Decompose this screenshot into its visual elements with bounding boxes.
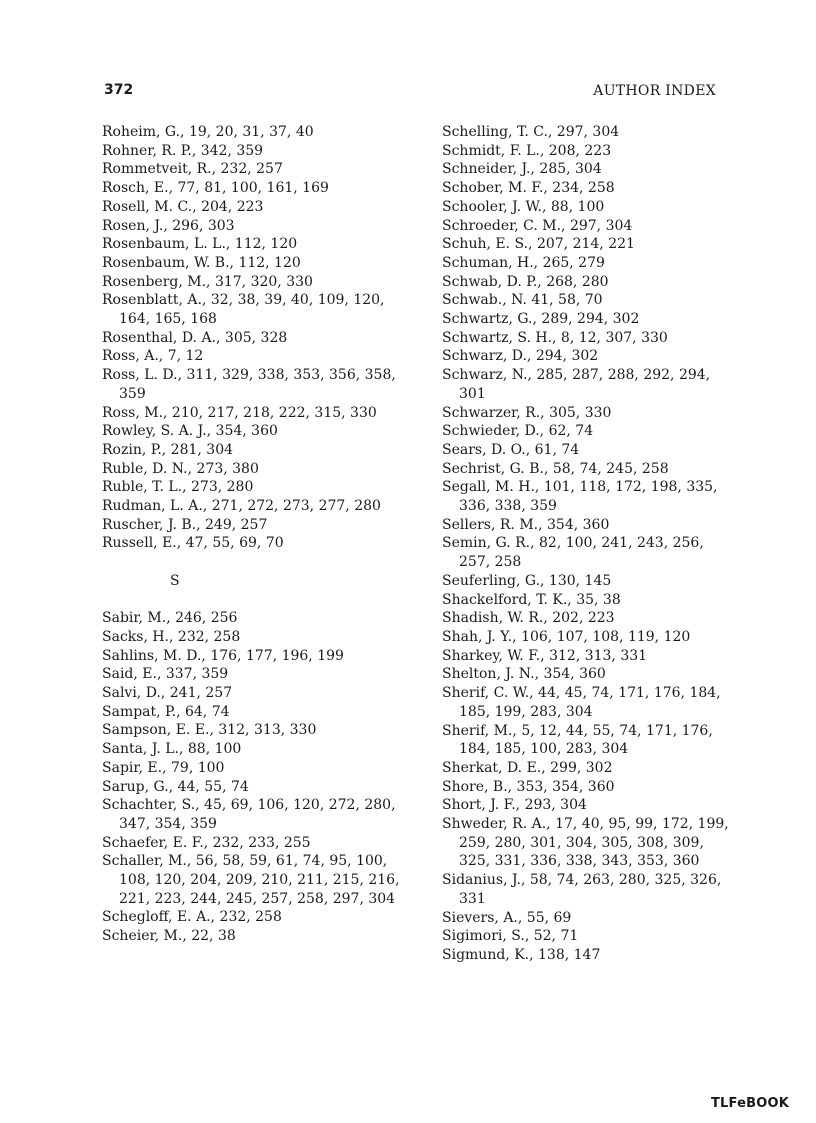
index-entry: Shelton, J. N., 354, 360: [442, 666, 606, 683]
index-entry: Sarup, G., 44, 55, 74: [102, 778, 249, 795]
index-entry: Schwab., N. 41, 58, 70: [442, 292, 603, 309]
index-entry: Sechrist, G. B., 58, 74, 245, 258: [442, 460, 669, 477]
index-entry: Short, J. F., 293, 304: [442, 797, 587, 814]
index-entry: Sahlins, M. D., 176, 177, 196, 199: [102, 647, 344, 664]
index-entry: Sharkey, W. F., 312, 313, 331: [442, 647, 648, 664]
index-entry: Sampat, P., 64, 74: [102, 703, 230, 720]
index-entry: Schwieder, D., 62, 74: [442, 423, 594, 440]
section-spacer: [102, 553, 402, 572]
index-entry: Rosenbaum, W. B., 112, 120: [102, 254, 301, 271]
index-entry: Schelling, T. C., 297, 304: [442, 124, 620, 140]
index-entry: Santa, J. L., 88, 100: [102, 741, 242, 758]
index-entry: Semin, G. R., 82, 100, 241, 243, 256, 257, 258: [442, 535, 704, 571]
index-entry: Sacks, H., 232, 258: [102, 628, 241, 645]
index-entry: Schwartz, S. H., 8, 12, 307, 330: [442, 329, 668, 346]
index-entry: Schuman, H., 265, 279: [442, 254, 605, 271]
index-entry: Schachter, S., 45, 69, 106, 120, 272, 280, 347, 354, 359: [102, 797, 396, 832]
index-entry: Rosenbaum, L. L., 112, 120: [102, 236, 298, 253]
index-entry: Sapir, E., 79, 100: [102, 759, 225, 776]
index-entry: Sievers, A., 55, 69: [442, 909, 572, 926]
index-entry: Ross, L. D., 311, 329, 338, 353, 356, 358, 359: [102, 367, 396, 402]
index-entry: Sherkat, D. E., 299, 302: [442, 759, 613, 776]
index-entry: Schwarzer, R., 305, 330: [442, 404, 612, 421]
index-entry: Sellers, R. M., 354, 360: [442, 516, 610, 533]
index-entry: Rowley, S. A. J., 354, 360: [102, 423, 278, 440]
index-column-left: [102, 123, 402, 946]
index-entry: Said, E., 337, 359: [102, 666, 229, 683]
index-entry: Sherif, M., 5, 12, 44, 55, 74, 171, 176, 184, 185, 100, 283, 304: [442, 722, 713, 758]
index-entry: Shadish, W. R., 202, 223: [442, 610, 615, 627]
index-entry: Sears, D. O., 61, 74: [442, 441, 580, 458]
index-entry: Roheim, G., 19, 20, 31, 37, 40: [102, 124, 314, 140]
index-entry: Sampson, E. E., 312, 313, 330: [102, 722, 317, 739]
index-entry: Salvi, D., 241, 257: [102, 685, 233, 702]
index-entry: Schaefer, E. F., 232, 233, 255: [102, 834, 311, 851]
index-entry: Rosenblatt, A., 32, 38, 39, 40, 109, 120, 164, 165, 168: [102, 292, 385, 328]
index-entry: Rosen, J., 296, 303: [102, 217, 235, 234]
index-entry: Sigmund, K., 138, 147: [442, 946, 601, 963]
index-column-right: [442, 123, 732, 965]
index-entry: Rosch, E., 77, 81, 100, 161, 169: [102, 180, 329, 197]
running-head: AUTHOR INDEX: [593, 83, 716, 99]
section-letter: S: [170, 572, 180, 589]
index-entry: Schooler, J. W., 88, 100: [442, 198, 605, 215]
index-entry: Scheier, M., 22, 38: [102, 928, 236, 945]
index-entry: Ruscher, J. B., 249, 257: [102, 516, 268, 533]
index-entry: Schuh, E. S., 207, 214, 221: [442, 236, 635, 253]
index-entry: Ross, A., 7, 12: [102, 348, 204, 365]
index-entry: Ruble, D. N., 273, 380: [102, 460, 259, 477]
footer-mark: TLFeBOOK: [710, 1096, 789, 1111]
index-entry: Schober, M. F., 234, 258: [442, 180, 615, 197]
index-entry: Ross, M., 210, 217, 218, 222, 315, 330: [102, 404, 377, 421]
index-entry: Rosenberg, M., 317, 320, 330: [102, 273, 313, 290]
index-entry: Rudman, L. A., 271, 272, 273, 277, 280: [102, 498, 381, 515]
index-entry: Segall, M. H., 101, 118, 172, 198, 335, 336, 338, 359: [442, 479, 718, 515]
index-entry: Schegloff, E. A., 232, 258: [102, 909, 282, 926]
index-entry: Rosenthal, D. A., 305, 328: [102, 329, 288, 346]
index-entry: Shore, B., 353, 354, 360: [442, 778, 615, 795]
index-entry: Rohner, R. P., 342, 359: [102, 142, 264, 159]
index-entry: Seuferling, G., 130, 145: [442, 572, 612, 589]
index-entry: Sigimori, S., 52, 71: [442, 928, 579, 945]
index-entry: Shackelford, T. K., 35, 38: [442, 591, 621, 608]
index-entry: Schmidt, F. L., 208, 223: [442, 142, 612, 159]
index-entry: Ruble, T. L., 273, 280: [102, 479, 254, 496]
index-entry: Schwab, D. P., 268, 280: [442, 273, 609, 290]
index-entry: Sabir, M., 246, 256: [102, 610, 238, 627]
index-entry: Sherif, C. W., 44, 45, 74, 171, 176, 184, 185, 199, 283, 304: [442, 685, 721, 720]
index-entry: Russell, E., 47, 55, 69, 70: [102, 535, 284, 552]
index-entry: Schwarz, N., 285, 287, 288, 292, 294, 301: [442, 367, 711, 402]
index-entry: Rozin, P., 281, 304: [102, 441, 234, 458]
index-entry: Schwartz, G., 289, 294, 302: [442, 311, 640, 328]
index-entry: Schwarz, D., 294, 302: [442, 348, 599, 365]
index-entry: Rommetveit, R., 232, 257: [102, 161, 283, 178]
index-entry: Sidanius, J., 58, 74, 263, 280, 325, 326, 331: [442, 872, 722, 907]
index-entry: Schaller, M., 56, 58, 59, 61, 74, 95, 100, 108, 120, 204, 209, 210, 211, 215, 216, 221, 223, 244, 245, 257, 258, 297, 304: [102, 853, 400, 907]
index-entry: Schroeder, C. M., 297, 304: [442, 217, 633, 234]
index-entry: Shweder, R. A., 17, 40, 95, 99, 172, 199, 259, 280, 301, 304, 305, 308, 309, 325, 331, 336, 338, 343, 353, 360: [442, 816, 729, 870]
index-entry: Shah, J. Y., 106, 107, 108, 119, 120: [442, 628, 691, 645]
index-entry: Schneider, J., 285, 304: [442, 161, 602, 178]
index-entry: Rosell, M. C., 204, 223: [102, 198, 264, 215]
page-number: 372: [104, 82, 134, 98]
